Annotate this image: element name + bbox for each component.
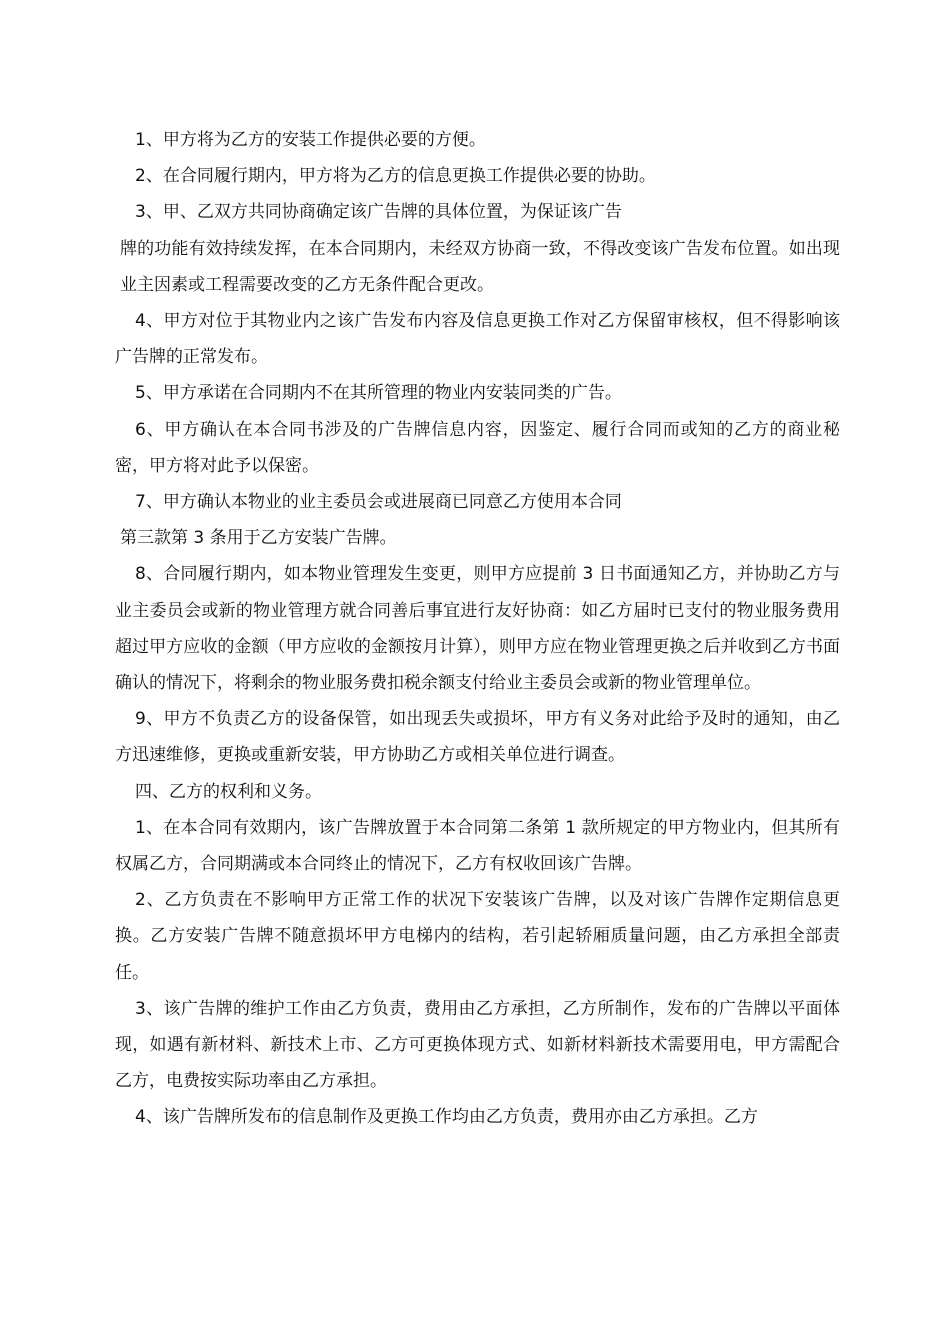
paragraph-b-item-3: 3、该广告牌的维护工作由乙方负责，费用由乙方承担，乙方所制作，发布的广告牌以平面体现，如遇有新材料、新技术上市、乙方可更换体现方式、如新材料新技术需要用电，甲方需配合乙方，电费按实际功率由乙方承担。 xyxy=(115,998,840,1092)
document-body xyxy=(115,122,840,1136)
paragraph-item-3: 3、甲、乙双方共同协商确定该广告牌的具体位置，为保证该广告 xyxy=(135,202,622,223)
paragraph-b-item-4: 4、该广告牌所发布的信息制作及更换工作均由乙方负责，费用亦由乙方承担。乙方 xyxy=(135,1107,758,1128)
paragraph-item-4: 4、甲方对位于其物业内之该广告发布内容及信息更换工作对乙方保留审核权，但不得影响该广告牌的正常发布。 xyxy=(115,311,840,368)
paragraph-item-7: 7、甲方确认本物业的业主委员会或进展商已同意乙方使用本合同 xyxy=(135,492,622,513)
paragraph-item-7-continued: 第三款第 3 条用于乙方安装广告牌。 xyxy=(120,528,397,549)
paragraph-item-5: 5、甲方承诺在合同期内不在其所管理的物业内安装同类的广告。 xyxy=(135,383,622,404)
paragraph-item-9: 9、甲方不负责乙方的设备保管，如出现丢失或损坏，甲方有义务对此给予及时的通知，由乙方迅速维修，更换或重新安装，甲方协助乙方或相关单位进行调查。 xyxy=(115,709,840,766)
paragraph-b-item-1: 1、在本合同有效期内，该广告牌放置于本合同第二条第 1 款所规定的甲方物业内，但其所有权属乙方，合同期满或本合同终止的情况下，乙方有权收回该广告牌。 xyxy=(115,817,840,875)
paragraph-item-3-continued: 牌的功能有效持续发挥，在本合同期内，未经双方协商一致，不得改变该广告发布位置。如出现业主因素或工程需要改变的乙方无条件配合更改。 xyxy=(120,238,840,295)
paragraph-item-2: 2、在合同履行期内，甲方将为乙方的信息更换工作提供必要的协助。 xyxy=(135,166,656,187)
paragraph-item-8: 8、合同履行期内，如本物业管理发生变更，则甲方应提前 3 日书面通知乙方，并协助乙方与业主委员会或新的物业管理方就合同善后事宜进行友好协商：如乙方届时已支付的物业服务费用超过甲方应收的金额（甲方应收的金额按月计算），则甲方应在物业管理更换之后并收到乙方书面确认的情况下，将剩余的物业服务费扣税余额支付给业主委员会或新的物业管理单位。 xyxy=(115,564,840,694)
paragraph-b-item-2: 2、乙方负责在不影响甲方正常工作的状况下安装该广告牌，以及对该广告牌作定期信息更换。乙方安装广告牌不随意损坏甲方电梯内的结构，若引起轿厢质量问题，由乙方承担全部责任。 xyxy=(115,890,840,983)
paragraph-item-6: 6、甲方确认在本合同书涉及的广告牌信息内容，因鉴定、履行合同而或知的乙方的商业秘密，甲方将对此予以保密。 xyxy=(115,419,840,476)
section-heading: 四、乙方的权利和义务。 xyxy=(135,781,322,802)
paragraph-item-1: 1、甲方将为乙方的安装工作提供必要的方便。 xyxy=(135,130,486,150)
